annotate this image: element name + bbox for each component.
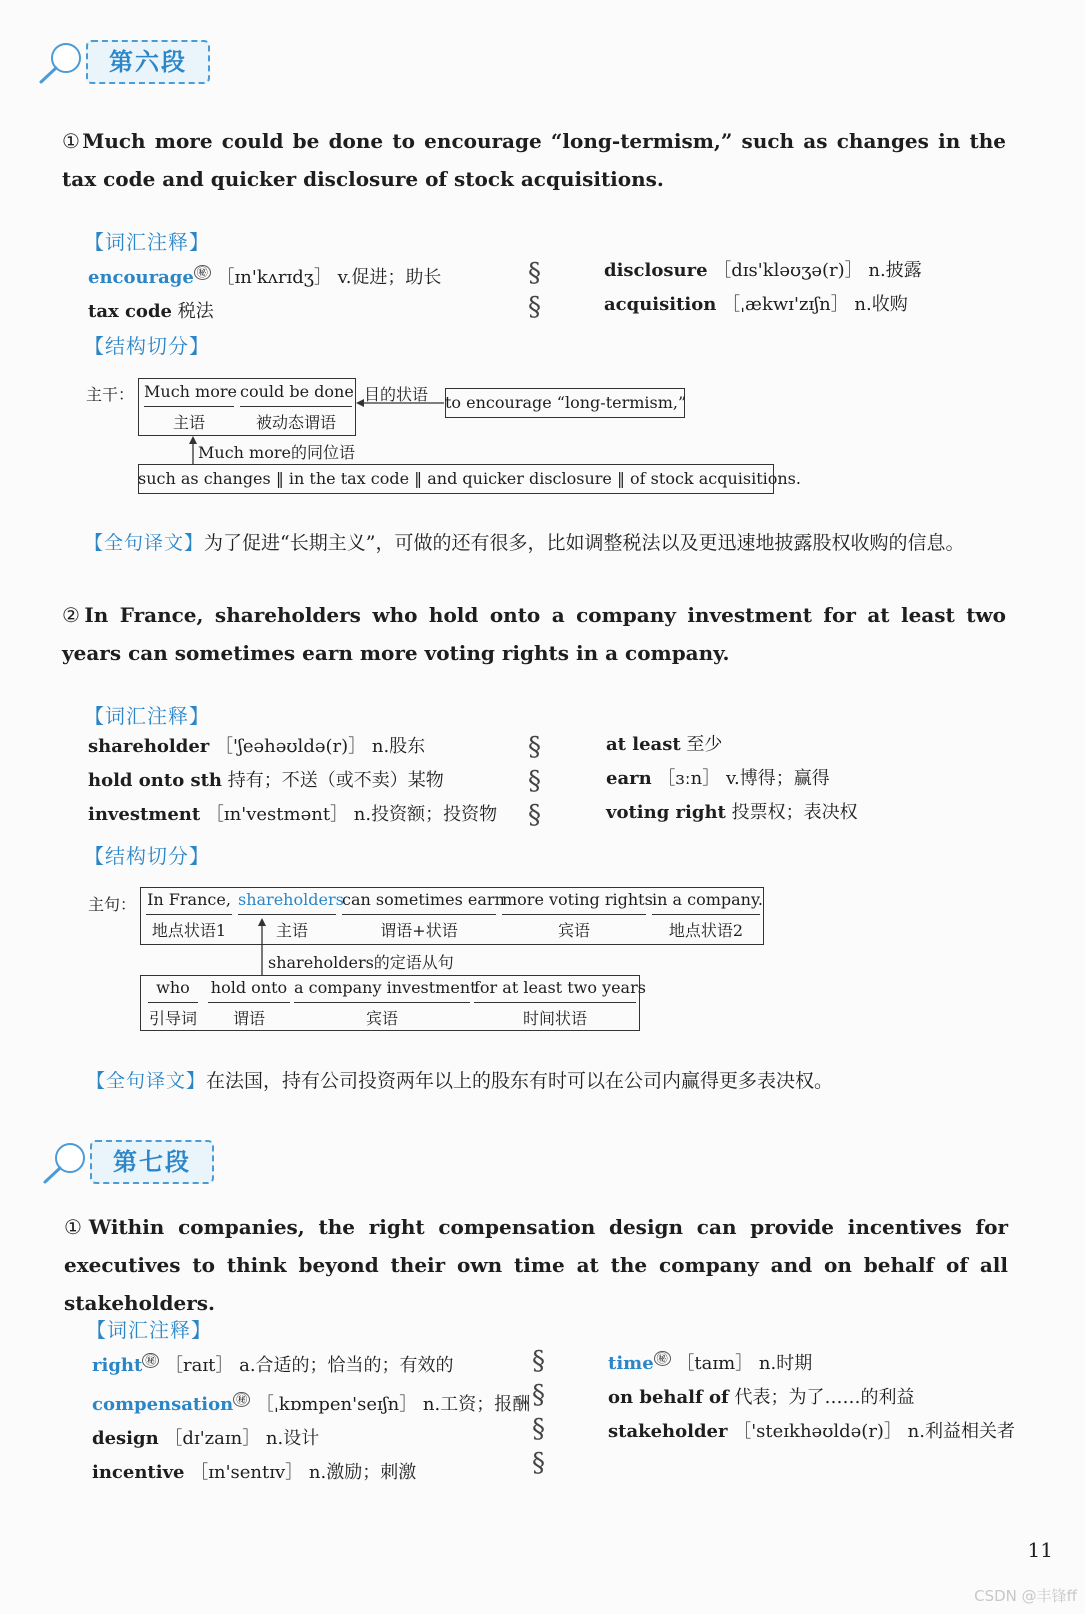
vocab-word: on behalf of — [608, 1387, 729, 1408]
vocab-list-right — [604, 254, 1044, 322]
underline — [294, 1002, 470, 1003]
exam-frequency-icon: ㊙ — [233, 1392, 250, 1407]
arrow-left-icon — [356, 396, 446, 410]
vocab-word: time — [608, 1353, 654, 1374]
constituent-role: 地点状语1 — [151, 921, 227, 940]
sentence-6-2 — [62, 596, 1006, 672]
underline — [148, 1002, 198, 1003]
sentence-text: Within companies, the right compensation design can provide incentives for executives to think beyond their own time at the company and on behalf of all stakeholders. — [64, 1215, 1008, 1315]
predicate-text: could be done — [240, 382, 354, 401]
constituent-text: a company investment — [294, 978, 477, 997]
vocab-item — [604, 288, 1044, 322]
vocab-list-left — [88, 256, 508, 329]
squiggle-divider: § § § — [528, 732, 541, 830]
sentence-text: In France, shareholders who hold onto a company investment for at least two years can sometimes earn more voting rights in a company. — [62, 603, 1006, 665]
underline — [502, 914, 646, 915]
vocab-item — [88, 798, 528, 832]
sentence-7-1 — [64, 1208, 1008, 1322]
clause-label: shareholders的定语从句 — [268, 953, 454, 972]
purpose-text: to encourage “long-termism,” — [445, 393, 687, 412]
structure-label: 【结构切分】 — [84, 334, 210, 358]
page-number: 11 — [1027, 1538, 1053, 1562]
vocab-item — [88, 256, 508, 295]
vocab-definition: ［dɪ'zaɪn］ n.设计 — [164, 1428, 320, 1449]
vocab-definition: ［'steɪkhəʊldə(r)］ n.利益相关者 — [733, 1421, 1015, 1442]
vocab-word: stakeholder — [608, 1421, 728, 1442]
sentence-number: ① — [64, 1215, 89, 1239]
vocab-word: at least — [606, 734, 681, 755]
squiggle-divider: § § — [528, 258, 541, 322]
translation-6-2 — [86, 1066, 1076, 1093]
vocab-definition: ［ɪn'sentɪv］ n.激励；刺激 — [190, 1462, 417, 1483]
vocab-item — [608, 1342, 1058, 1381]
constituent-text: in a company. — [652, 890, 763, 909]
underline — [474, 1002, 636, 1003]
vocab-label: 【词汇注释】 — [84, 704, 210, 728]
subject-text: Much more — [144, 382, 237, 401]
constituent-text: who — [156, 978, 190, 997]
vocab-definition: ［ˌækwɪ'zɪʃn］ n.收购 — [722, 294, 908, 315]
section-7-title: 第七段 — [90, 1140, 214, 1184]
section-6-title: 第六段 — [86, 40, 210, 84]
translation-label: 【全句译文】 — [86, 1070, 207, 1092]
constituent-role: 谓语 — [232, 1009, 265, 1028]
constituent-text: for at least two years — [474, 978, 646, 997]
underline — [208, 1002, 290, 1003]
vocab-word: design — [92, 1428, 159, 1449]
magnifier-icon — [38, 40, 86, 90]
vocab-item — [92, 1456, 532, 1490]
vocab-item — [92, 1422, 532, 1456]
structure-label: 【结构切分】 — [84, 844, 210, 868]
vocab-item — [92, 1383, 532, 1422]
constituent-role: 引导词 — [148, 1009, 197, 1028]
constituent-text: can sometimes earn — [342, 890, 505, 909]
vocab-definition: ［ɪn'vestmənt］ n.投资额；投资物 — [205, 804, 498, 825]
vocab-word: hold onto sth — [88, 770, 222, 791]
watermark: CSDN @丰锋ff — [974, 1587, 1077, 1605]
vocab-definition: ［'ʃeəhəʊldə(r)］ n.股东 — [215, 736, 426, 757]
constituent-role: 谓语+状语 — [380, 921, 458, 940]
subject-role: 主语 — [172, 413, 205, 432]
diagram-prefix: 主句： — [88, 895, 137, 914]
vocab-word: acquisition — [604, 294, 717, 315]
vocab-definition: ［ɜːn］ v.博得；赢得 — [657, 768, 830, 789]
vocab-item — [88, 764, 528, 798]
vocab-label: 【词汇注释】 — [86, 1318, 212, 1342]
translation-text: 在法国，持有公司投资两年以上的股东有时可以在公司内赢得更多表决权。 — [206, 1070, 834, 1092]
underline — [238, 914, 336, 915]
vocab-definition: ［taɪm］ n.时期 — [676, 1353, 813, 1374]
vocab-word: incentive — [92, 1462, 185, 1483]
constituent-role: 宾语 — [365, 1009, 398, 1028]
underline — [652, 914, 760, 915]
vocab-word: investment — [88, 804, 201, 825]
sentence-number: ① — [62, 129, 83, 153]
vocab-definition: ［raɪt］ a.合适的；恰当的；有效的 — [165, 1355, 454, 1376]
vocab-item — [606, 728, 1046, 762]
vocab-item — [604, 254, 1044, 288]
constituent-text: hold onto — [210, 978, 288, 997]
vocab-definition: ［dɪs'kləʊʒə(r)］ n.披露 — [713, 260, 922, 281]
appositive-label: Much more的同位语 — [198, 443, 355, 462]
underline — [144, 406, 234, 407]
vocab-item — [88, 730, 528, 764]
exam-frequency-icon: ㊙ — [194, 265, 211, 280]
vocab-word: encourage — [88, 267, 194, 288]
purpose-label: 目的状语 — [364, 385, 429, 404]
squiggle-divider: § § § § — [532, 1346, 545, 1478]
arrow-up-icon — [255, 918, 269, 976]
vocab-list-right — [608, 1342, 1058, 1449]
vocab-word: right — [92, 1355, 143, 1376]
sentence-text: Much more could be done to encourage “long-termism,” such as changes in the tax code and quicker disclosure of stock acquisitions. — [62, 129, 1006, 191]
vocab-definition: 投票权；表决权 — [731, 802, 858, 823]
vocab-word: disclosure — [604, 260, 708, 281]
underline — [342, 914, 496, 915]
vocab-list-left — [92, 1344, 532, 1490]
vocab-item — [606, 762, 1046, 796]
constituent-text-highlight: shareholders — [238, 890, 344, 909]
vocab-item — [92, 1344, 532, 1383]
appositive-text: such as changes ‖ in the tax code ‖ and quicker disclosure ‖ of stock acquisitions. — [138, 469, 801, 488]
vocab-word: shareholder — [88, 736, 210, 757]
vocab-list-left — [88, 730, 528, 832]
constituent-text: more voting rights — [502, 890, 653, 909]
vocab-item — [608, 1415, 1058, 1449]
vocab-definition: 代表；为了……的利益 — [734, 1387, 915, 1408]
translation-text: 为了促进“长期主义”，可做的还有很多，比如调整税法以及更迅速地披露股权收购的信息。 — [204, 532, 965, 554]
vocab-definition: 至少 — [686, 734, 723, 755]
translation-6-1 — [84, 528, 1074, 555]
sentence-6-1 — [62, 122, 1006, 198]
constituent-role: 时间状语 — [522, 1009, 587, 1028]
predicate-role: 被动态谓语 — [255, 413, 336, 432]
diagram-prefix: 主干： — [86, 385, 135, 404]
constituent-role: 宾语 — [557, 921, 590, 940]
sentence-number: ② — [62, 603, 85, 627]
vocab-label: 【词汇注释】 — [84, 230, 210, 254]
vocab-word: tax code — [88, 301, 172, 322]
vocab-list-right — [606, 728, 1046, 830]
vocab-item — [606, 796, 1046, 830]
vocab-definition: ［ˌkɒmpen'seɪʃn］ n.工资；报酬 — [255, 1394, 531, 1415]
vocab-definition: 持有；不送（或不卖）某物 — [227, 770, 444, 791]
underline — [146, 914, 232, 915]
vocab-word: compensation — [92, 1394, 234, 1415]
constituent-text: In France, — [147, 890, 231, 909]
underline — [240, 406, 352, 407]
magnifier-icon — [42, 1140, 90, 1190]
translation-label: 【全句译文】 — [84, 532, 205, 554]
exam-frequency-icon: ㊙ — [654, 1351, 671, 1366]
constituent-role: 主语 — [275, 921, 308, 940]
vocab-item — [88, 295, 508, 329]
exam-frequency-icon: ㊙ — [142, 1353, 159, 1368]
vocab-word: earn — [606, 768, 652, 789]
vocab-item — [608, 1381, 1058, 1415]
vocab-definition: 税法 — [177, 301, 214, 322]
vocab-word: voting right — [606, 802, 726, 823]
vocab-definition: ［ɪn'kʌrɪdʒ］ v.促进；助长 — [216, 267, 442, 288]
constituent-role: 地点状语2 — [668, 921, 744, 940]
